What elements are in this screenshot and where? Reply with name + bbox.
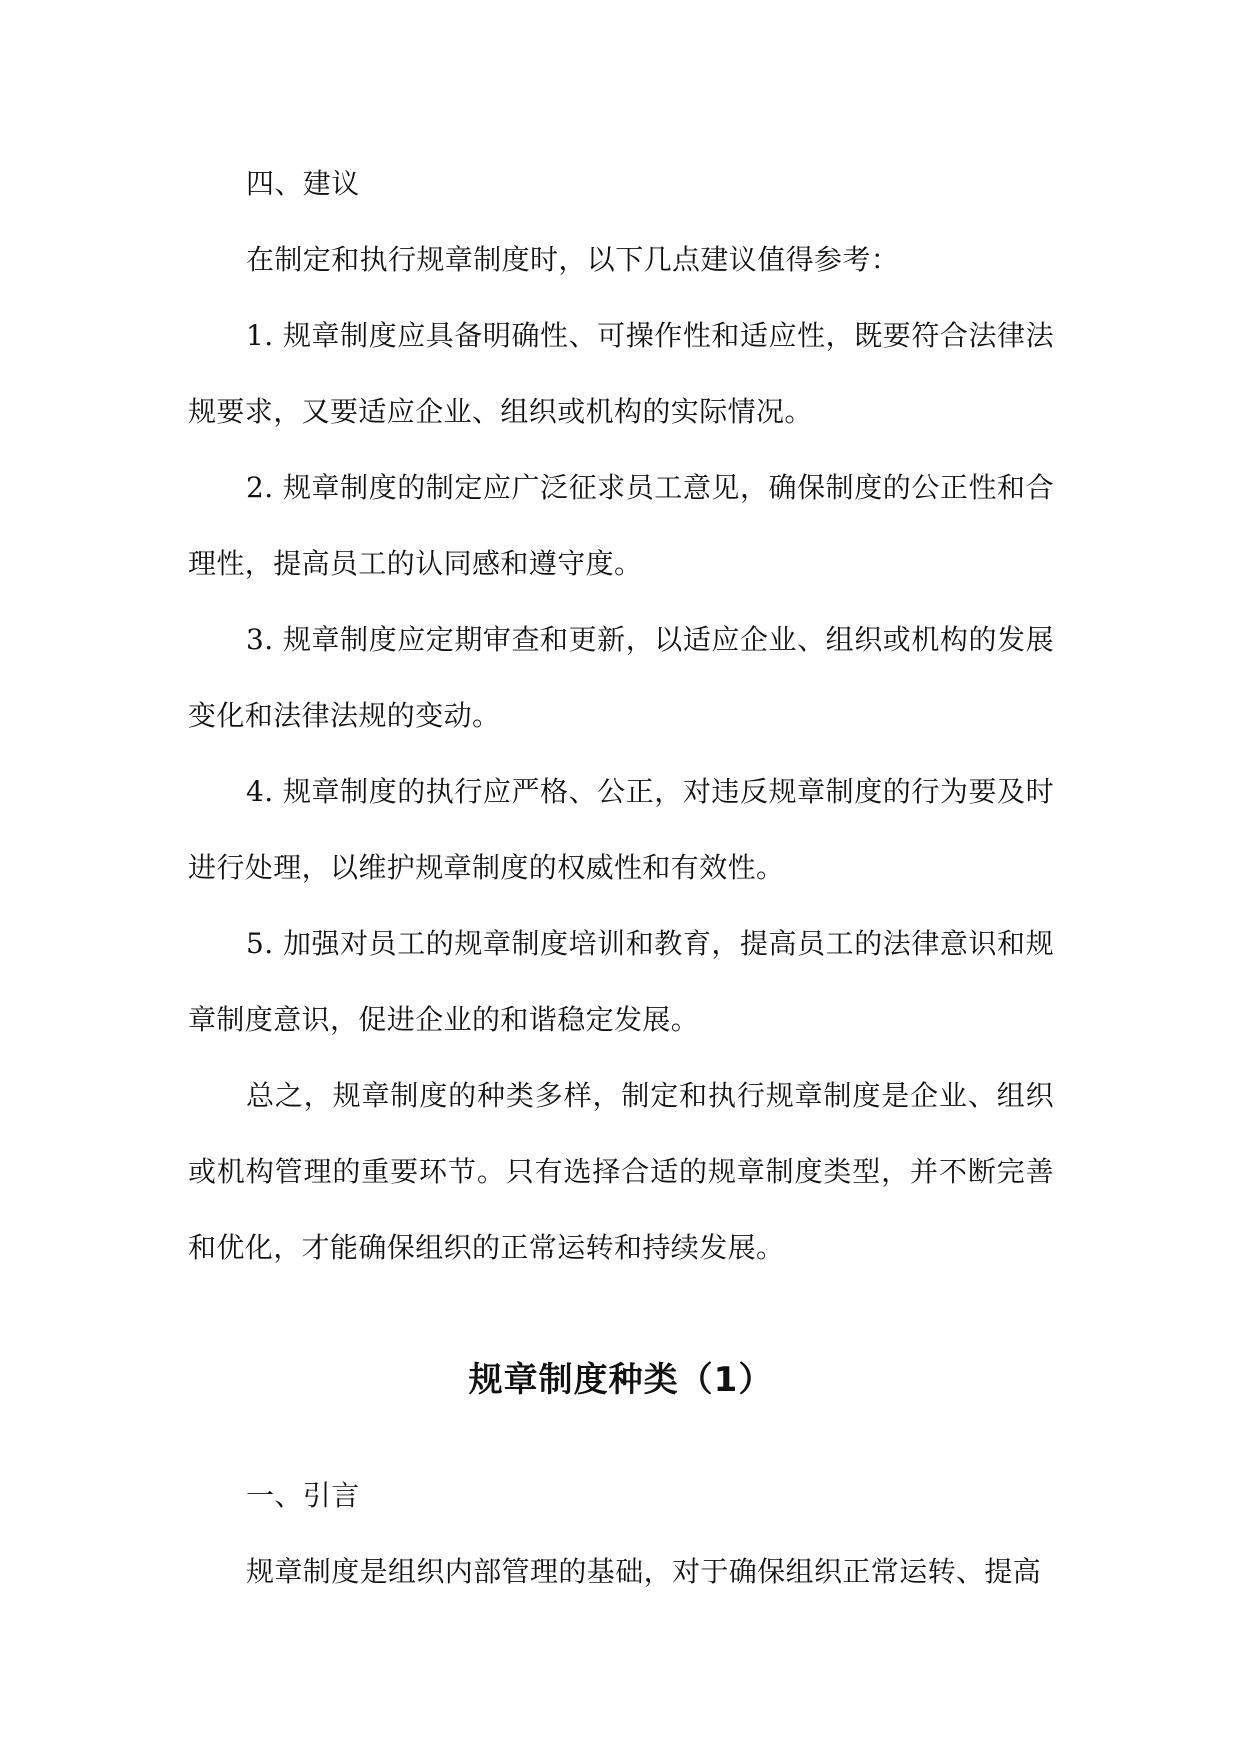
section-heading-suggestions: 四、建议 [246,167,360,200]
document-body [188,146,1054,1610]
suggestion-item-3: 3. 规章制度应定期审查和更新，以适应企业、组织或机构的发展变化和法律法规的变动。 [188,623,1054,732]
section-heading-introduction: 一、引言 [246,1479,360,1512]
suggestion-item-1: 1. 规章制度应具备明确性、可操作性和适应性，既要符合法律法规要求，又要适应企业、组织或机构的实际情况。 [188,319,1054,428]
suggestion-item-5: 5. 加强对员工的规章制度培训和教育，提高员工的法律意识和规章制度意识，促进企业的和谐稳定发展。 [188,927,1054,1036]
conclusion-paragraph: 总之，规章制度的种类多样，制定和执行规章制度是企业、组织或机构管理的重要环节。只有选择合适的规章制度类型，并不断完善和优化，才能确保组织的正常运转和持续发展。 [188,1079,1054,1264]
introduction-paragraph: 规章制度是组织内部管理的基础，对于确保组织正常运转、提高 [246,1555,1042,1588]
suggestions-intro: 在制定和执行规章制度时，以下几点建议值得参考： [246,243,900,276]
suggestion-item-4: 4. 规章制度的执行应严格、公正，对违反规章制度的行为要及时进行处理，以维护规章制度的权威性和有效性。 [188,775,1054,884]
document-title: 规章制度种类（1） [468,1360,774,1400]
suggestion-item-2: 2. 规章制度的制定应广泛征求员工意见，确保制度的公正性和合理性，提高员工的认同感和遵守度。 [188,471,1054,580]
